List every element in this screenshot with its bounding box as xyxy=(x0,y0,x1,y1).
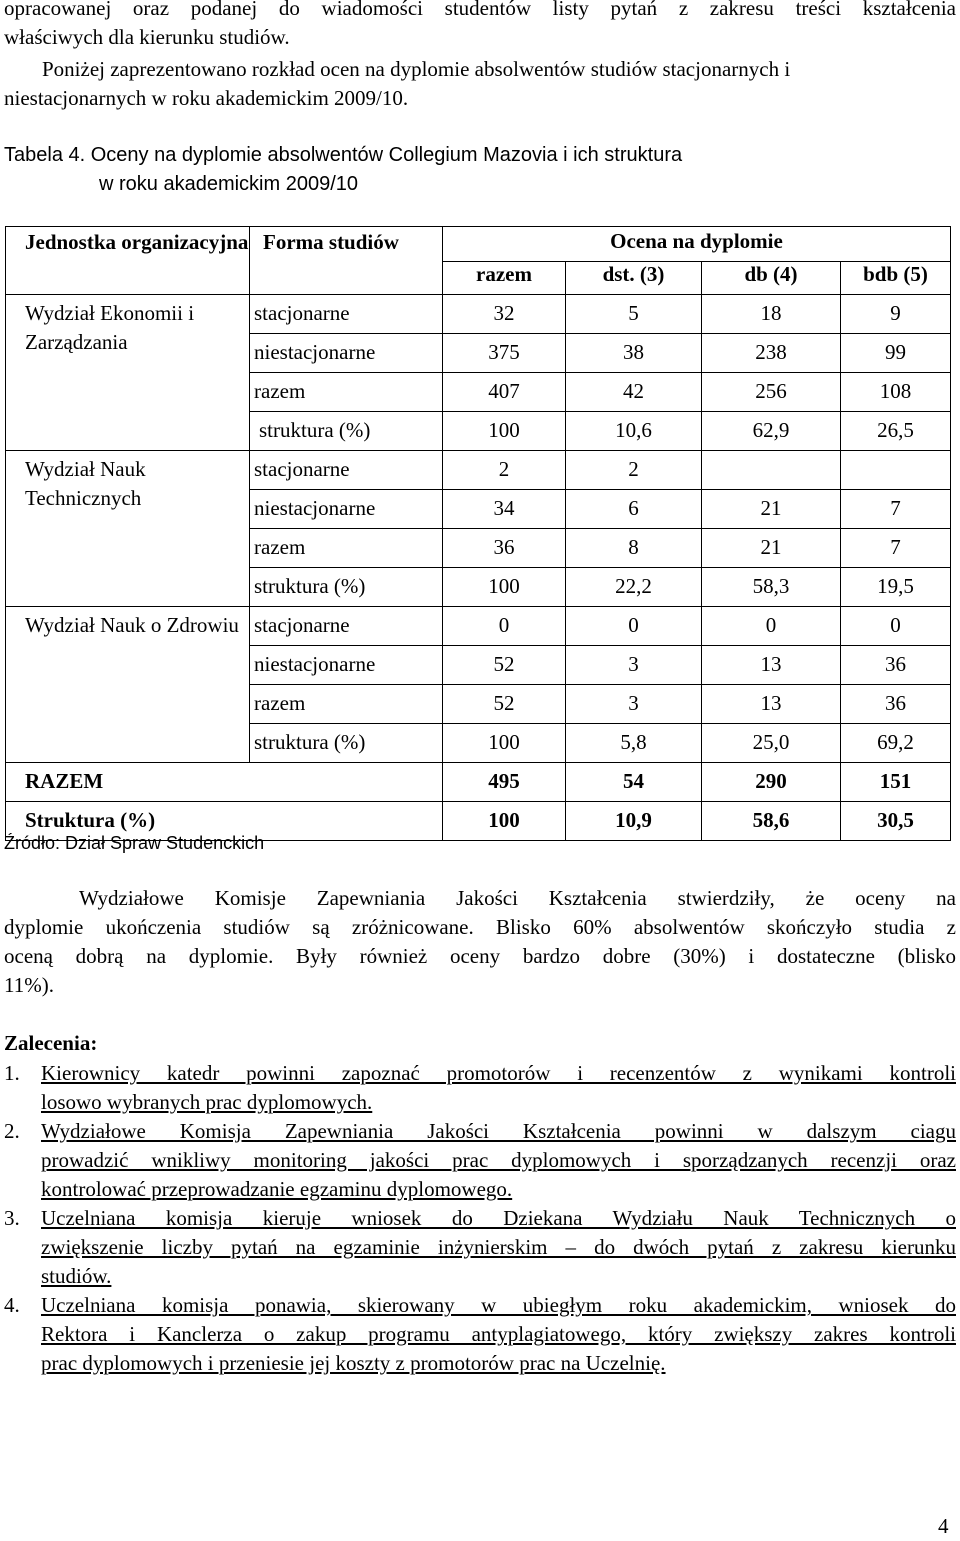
form-cell: stacjonarne xyxy=(250,451,443,490)
value-cell: 0 xyxy=(443,607,566,646)
intro-text xyxy=(4,0,956,52)
form-cell: struktura (%) xyxy=(250,412,443,451)
table-row xyxy=(6,451,951,490)
value-cell: 21 xyxy=(702,490,841,529)
form-cell: razem xyxy=(250,685,443,724)
recommendation-line: Uczelniana komisja kieruje wniosek do Dziekana Wydziału Nauk Technicznych o xyxy=(41,1206,956,1230)
form-cell: niestacjonarne xyxy=(250,646,443,685)
unit-cell: Wydział Nauk o Zdrowiu xyxy=(6,607,250,763)
recommendation-number: 1. xyxy=(4,1061,20,1085)
value-cell: 2 xyxy=(566,451,702,490)
value-cell: 0 xyxy=(566,607,702,646)
recommendation-line: kontrolować przeprowadzanie egzaminu dyplomowego. xyxy=(41,1177,513,1201)
recommendation-line: Wydziałowe Komisja Zapewniania Jakości Kształcenia powinni w dalszym ciagu xyxy=(41,1119,956,1143)
intro-line: opracowanej oraz podanej do wiadomości studentów listy pytań z zakresu treści kształcenia xyxy=(4,0,956,20)
value-cell: 3 xyxy=(566,685,702,724)
table-row xyxy=(6,295,951,334)
totals-value: 290 xyxy=(702,763,841,802)
form-cell: razem xyxy=(250,373,443,412)
paragraph-line: Wydziałowe Komisje Zapewniania Jakości Kształcenia stwierdziły, że oceny na xyxy=(79,886,956,910)
totals-value: 10,9 xyxy=(566,802,702,841)
totals-row xyxy=(6,763,951,802)
header-form: Forma studiów xyxy=(250,227,443,295)
header-grade-group: Ocena na dyplomie xyxy=(443,227,951,262)
intro-line: Poniżej zaprezentowano rozkład ocen na dyplomie absolwentów studiów stacjonarnych i xyxy=(42,57,791,81)
value-cell: 5,8 xyxy=(566,724,702,763)
intro-line: niestacjonarnych w roku akademickim 2009/10. xyxy=(4,86,409,110)
recommendation-text xyxy=(41,1204,956,1291)
totals-value: 100 xyxy=(443,802,566,841)
value-cell: 25,0 xyxy=(702,724,841,763)
value-cell: 99 xyxy=(841,334,951,373)
totals-value: 58,6 xyxy=(702,802,841,841)
recommendation-line: Uczelniana komisja ponawia, skierowany w ubiegłym roku akademickim, wniosek do xyxy=(41,1293,956,1317)
totals-value: 30,5 xyxy=(841,802,951,841)
header-unit: Jednostka organizacyjna xyxy=(6,227,250,295)
value-cell: 36 xyxy=(841,685,951,724)
table-row xyxy=(6,607,951,646)
value-cell: 8 xyxy=(566,529,702,568)
recommendation-text xyxy=(41,1291,956,1378)
table-caption-line2: w roku akademickim 2009/10 xyxy=(99,173,359,195)
value-cell: 7 xyxy=(841,529,951,568)
header-col-bdb: bdb (5) xyxy=(841,262,951,295)
value-cell: 0 xyxy=(841,607,951,646)
value-cell: 238 xyxy=(702,334,841,373)
recommendations-heading: Zalecenia: xyxy=(4,1031,98,1055)
value-cell: 32 xyxy=(443,295,566,334)
recommendation-line: zwiększenie liczby pytań na egzaminie inżynierskim – do dwóch pytań z zakresu kierunku xyxy=(41,1235,956,1259)
recommendation-text xyxy=(41,1059,956,1117)
value-cell: 100 xyxy=(443,412,566,451)
grades-table xyxy=(5,226,951,841)
value-cell: 19,5 xyxy=(841,568,951,607)
value-cell: 36 xyxy=(443,529,566,568)
recommendation-line: losowo wybranych prac dyplomowych. xyxy=(41,1090,373,1114)
value-cell: 10,6 xyxy=(566,412,702,451)
value-cell: 375 xyxy=(443,334,566,373)
recommendation-number: 2. xyxy=(4,1119,20,1143)
value-cell: 100 xyxy=(443,568,566,607)
value-cell xyxy=(702,451,841,490)
value-cell: 26,5 xyxy=(841,412,951,451)
totals-value: 495 xyxy=(443,763,566,802)
value-cell: 69,2 xyxy=(841,724,951,763)
unit-cell: Wydział Ekonomii i Zarządzania xyxy=(6,295,250,451)
value-cell: 6 xyxy=(566,490,702,529)
recommendation-line: Rektora i Kanclerza o zakup programu antyplagiatowego, który zwiększy zakres kontroli xyxy=(41,1322,956,1346)
recommendation-line: prowadzić wnikliwy monitoring jakości prac dyplomowych i sporządzanych recenzji oraz xyxy=(41,1148,956,1172)
page-number: 4 xyxy=(938,1514,949,1538)
value-cell: 256 xyxy=(702,373,841,412)
value-cell: 13 xyxy=(702,685,841,724)
totals-value: 151 xyxy=(841,763,951,802)
value-cell: 2 xyxy=(443,451,566,490)
recommendation-line: prac dyplomowych i przeniesie jej koszty z promotorów prac na Uczelnię. xyxy=(41,1351,666,1375)
form-cell: niestacjonarne xyxy=(250,490,443,529)
totals-value: 54 xyxy=(566,763,702,802)
paragraph-line: dyplomie ukończenia studiów są zróżnicowane. Blisko 60% absolwentów skończyło studia z xyxy=(4,915,956,939)
intro-line: właściwych dla kierunku studiów. xyxy=(4,25,290,49)
header-col-total: razem xyxy=(443,262,566,295)
value-cell: 9 xyxy=(841,295,951,334)
value-cell xyxy=(841,451,951,490)
value-cell: 36 xyxy=(841,646,951,685)
summary-paragraph xyxy=(4,884,956,1000)
paragraph-line: 11%). xyxy=(4,973,54,997)
value-cell: 100 xyxy=(443,724,566,763)
recommendation-number: 3. xyxy=(4,1206,20,1230)
form-cell: niestacjonarne xyxy=(250,334,443,373)
header-col-db: db (4) xyxy=(702,262,841,295)
value-cell: 52 xyxy=(443,646,566,685)
value-cell: 0 xyxy=(702,607,841,646)
recommendation-number: 4. xyxy=(4,1293,20,1317)
form-cell: stacjonarne xyxy=(250,607,443,646)
unit-cell: Wydział Nauk Technicznych xyxy=(6,451,250,607)
value-cell: 58,3 xyxy=(702,568,841,607)
value-cell: 18 xyxy=(702,295,841,334)
value-cell: 108 xyxy=(841,373,951,412)
value-cell: 13 xyxy=(702,646,841,685)
form-cell: razem xyxy=(250,529,443,568)
form-cell: struktura (%) xyxy=(250,568,443,607)
value-cell: 21 xyxy=(702,529,841,568)
value-cell: 52 xyxy=(443,685,566,724)
value-cell: 34 xyxy=(443,490,566,529)
recommendation-text xyxy=(41,1117,956,1204)
paragraph-line: oceną dobrą na dyplomie. Były również oceny bardzo dobre (30%) i dostateczne (blisko xyxy=(4,944,956,968)
table-source: Źródło: Dział Spraw Studenckich xyxy=(4,833,265,853)
form-cell: struktura (%) xyxy=(250,724,443,763)
value-cell: 38 xyxy=(566,334,702,373)
recommendation-line: Kierownicy katedr powinni zapoznać promotorów i recenzentów z wynikami kontroli xyxy=(41,1061,956,1085)
value-cell: 7 xyxy=(841,490,951,529)
value-cell: 5 xyxy=(566,295,702,334)
form-cell: stacjonarne xyxy=(250,295,443,334)
value-cell: 3 xyxy=(566,646,702,685)
value-cell: 62,9 xyxy=(702,412,841,451)
totals-label: Struktura (%) xyxy=(6,802,443,841)
header-col-dst: dst. (3) xyxy=(566,262,702,295)
totals-label: RAZEM xyxy=(6,763,443,802)
recommendation-line: studiów. xyxy=(41,1264,112,1288)
table-caption: Tabela 4. Oceny na dyplomie absolwentów Collegium Mazovia i ich struktura xyxy=(4,144,683,166)
value-cell: 22,2 xyxy=(566,568,702,607)
value-cell: 42 xyxy=(566,373,702,412)
value-cell: 407 xyxy=(443,373,566,412)
